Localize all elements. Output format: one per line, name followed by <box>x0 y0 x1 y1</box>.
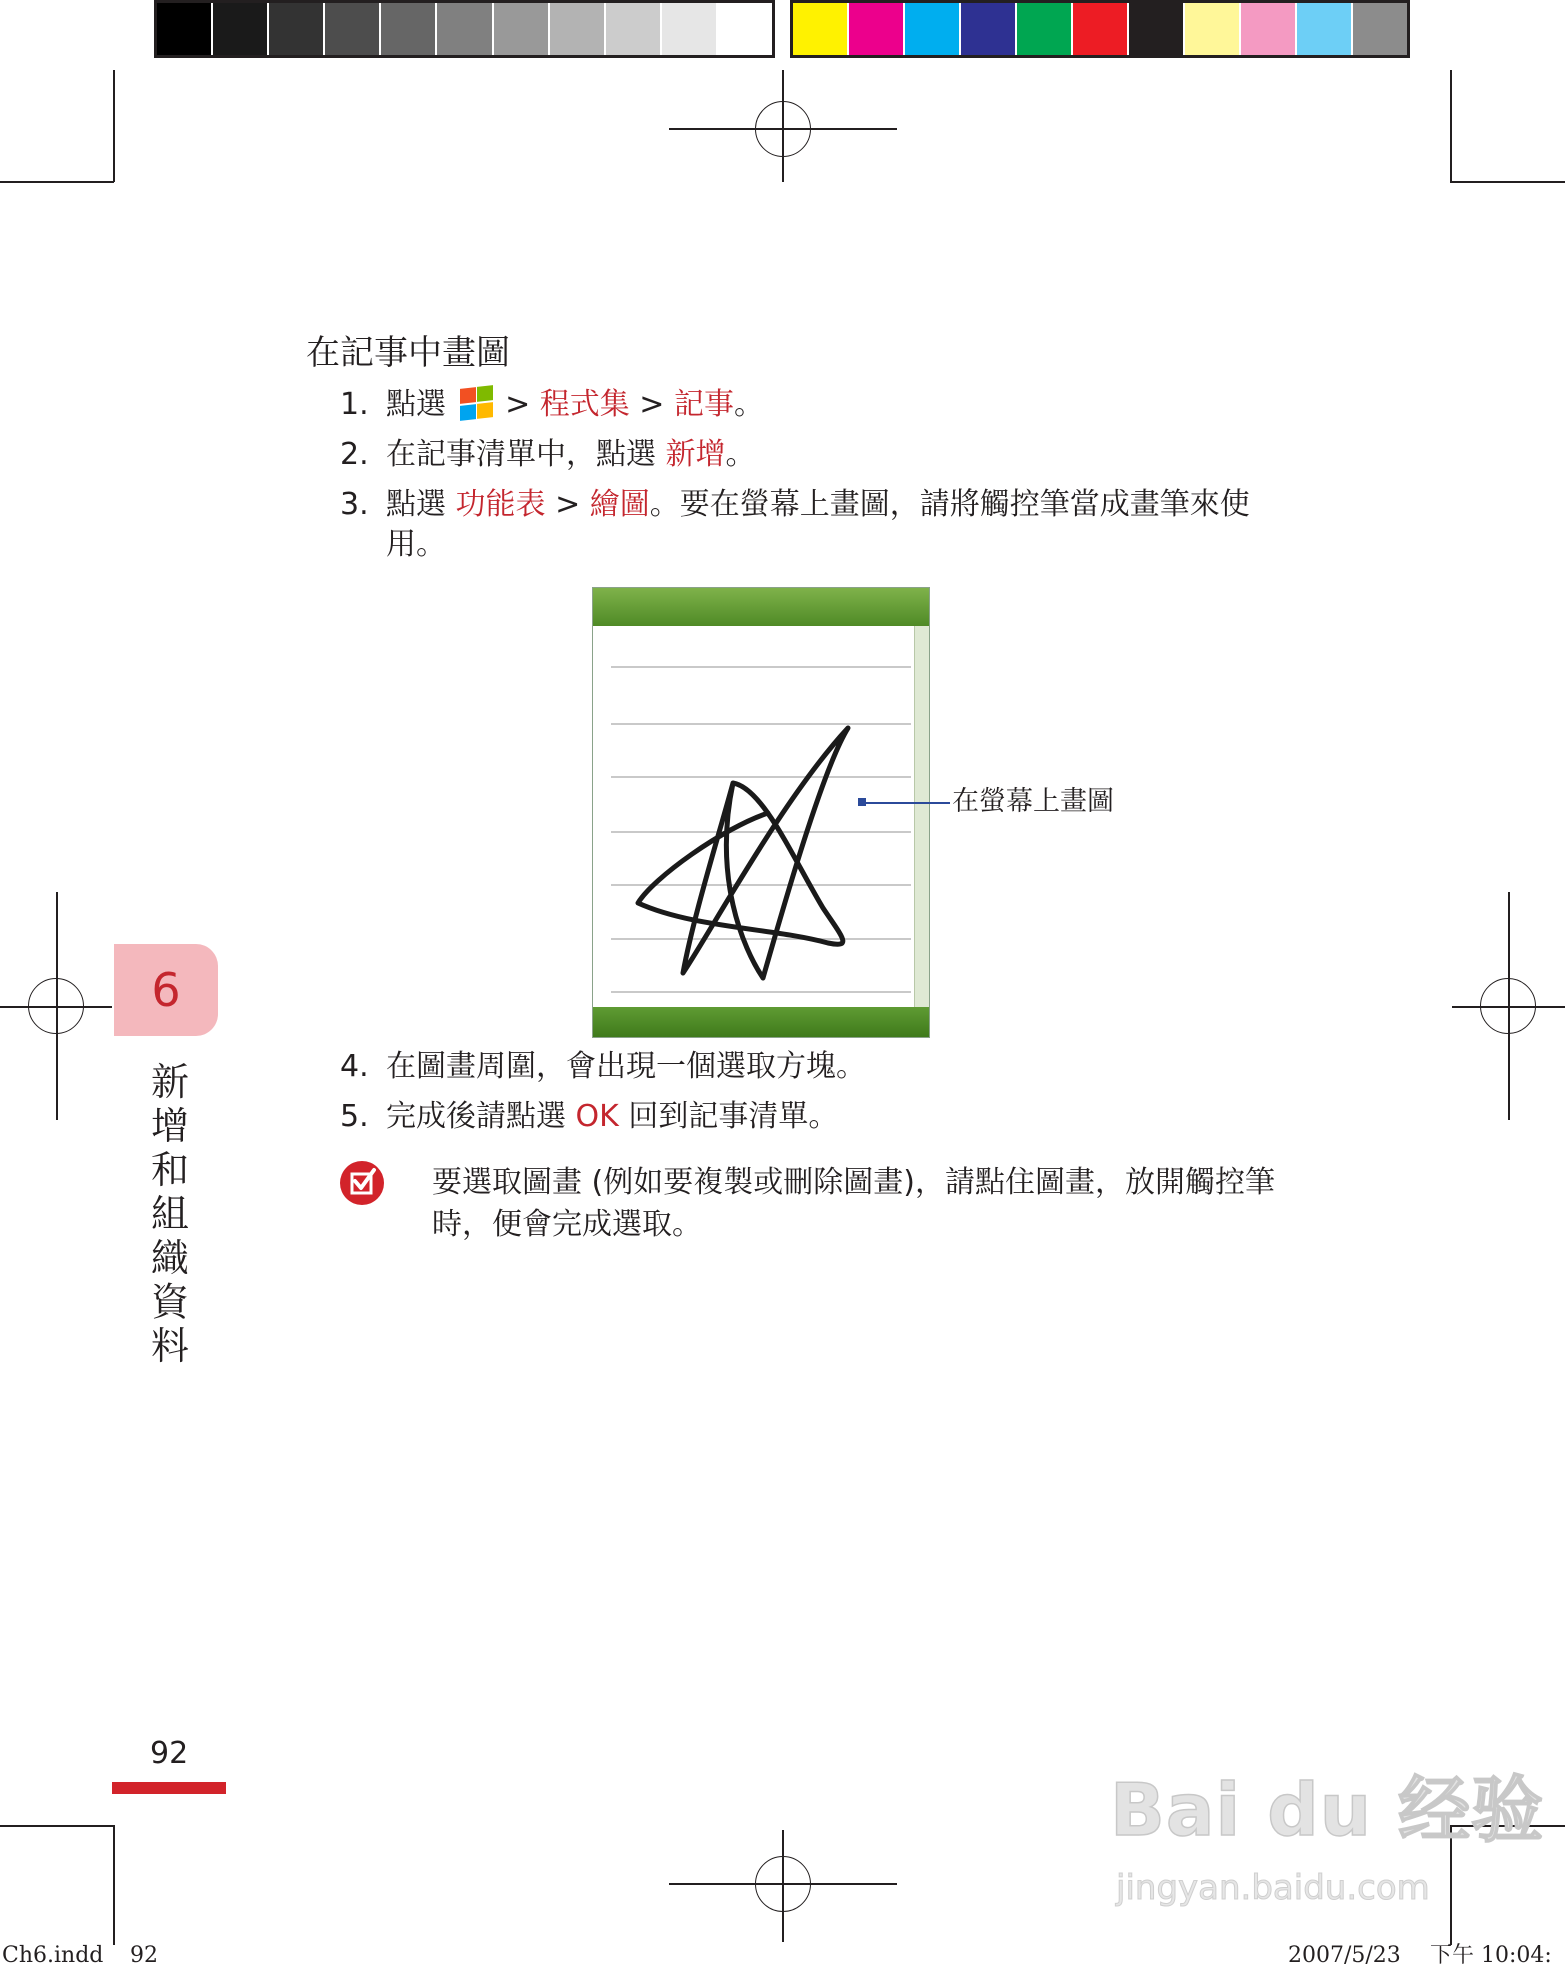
screenshot-menu-bar <box>593 1007 929 1037</box>
link-notes: 記事 <box>673 387 734 422</box>
callout-label: 在螢幕上畫圖 <box>952 786 1114 817</box>
color-swatch <box>716 3 772 55</box>
slug-time: 下午 10:04: <box>1430 1943 1552 1968</box>
slug-page: 92 <box>130 1943 158 1968</box>
slug-date: 2007/5/23 <box>1288 1943 1401 1968</box>
step-4: 4. 在圖畫周圍，會出現一個選取方塊。 <box>340 1049 866 1084</box>
checkmark-note-icon <box>340 1161 384 1205</box>
star-drawing <box>593 588 930 1038</box>
color-swatch <box>1295 3 1351 55</box>
color-swatch <box>492 3 548 55</box>
step-5: 5. 完成後請點選 OK 回到記事清單。 <box>340 1099 839 1134</box>
device-screenshot <box>592 587 930 1038</box>
color-swatch <box>1183 3 1239 55</box>
color-swatch <box>435 3 491 55</box>
chapter-tab <box>114 944 218 1036</box>
color-swatch <box>548 3 604 55</box>
section-heading: 在記事中畫圖 <box>306 333 510 373</box>
link-new: 新增 <box>665 437 726 472</box>
color-swatch <box>959 3 1015 55</box>
link-draw: 繪圖 <box>589 487 650 522</box>
color-swatch <box>847 3 903 55</box>
step-1: 1. 點選 > 程式集 > 記事。 <box>340 387 764 422</box>
link-ok: OK <box>575 1099 619 1134</box>
color-swatch <box>379 3 435 55</box>
step-2: 2. 在記事清單中，點選 新增。 <box>340 437 756 472</box>
watermark-url: jingyan.baidu.com <box>1116 1868 1430 1908</box>
color-swatch <box>323 3 379 55</box>
color-swatch <box>1015 3 1071 55</box>
link-programs: 程式集 <box>539 387 630 422</box>
page-number-rule <box>112 1782 226 1794</box>
color-swatch <box>1071 3 1127 55</box>
slug-file: Ch6.indd <box>2 1943 104 1968</box>
callout-leader-line <box>862 802 950 804</box>
chapter-title: 新增和組織資料 <box>150 1060 189 1368</box>
note-text: 要選取圖畫 (例如要複製或刪除圖畫)，請點住圖畫，放開觸控筆 時，便會完成選取。 <box>432 1165 1275 1242</box>
color-swatch <box>1351 3 1407 55</box>
link-menu: 功能表 <box>455 487 546 522</box>
chapter-number: 6 <box>151 963 181 1017</box>
color-swatch <box>793 3 847 55</box>
color-swatch <box>1239 3 1295 55</box>
watermark-logo: Bai du 经验 <box>1110 1768 1545 1852</box>
step-3: 3. 點選 功能表 > 繪圖。要在螢幕上畫圖，請將觸控筆當成畫筆來使 用。 <box>340 487 1250 562</box>
color-swatch <box>1127 3 1183 55</box>
windows-start-icon <box>458 386 494 420</box>
color-swatch <box>157 3 211 55</box>
color-swatch <box>267 3 323 55</box>
color-swatch <box>903 3 959 55</box>
color-calibration-bar <box>790 0 1410 58</box>
color-swatch <box>660 3 716 55</box>
grayscale-calibration-bar <box>154 0 775 58</box>
color-swatch <box>211 3 267 55</box>
page-number: 92 <box>150 1736 189 1771</box>
color-swatch <box>604 3 660 55</box>
